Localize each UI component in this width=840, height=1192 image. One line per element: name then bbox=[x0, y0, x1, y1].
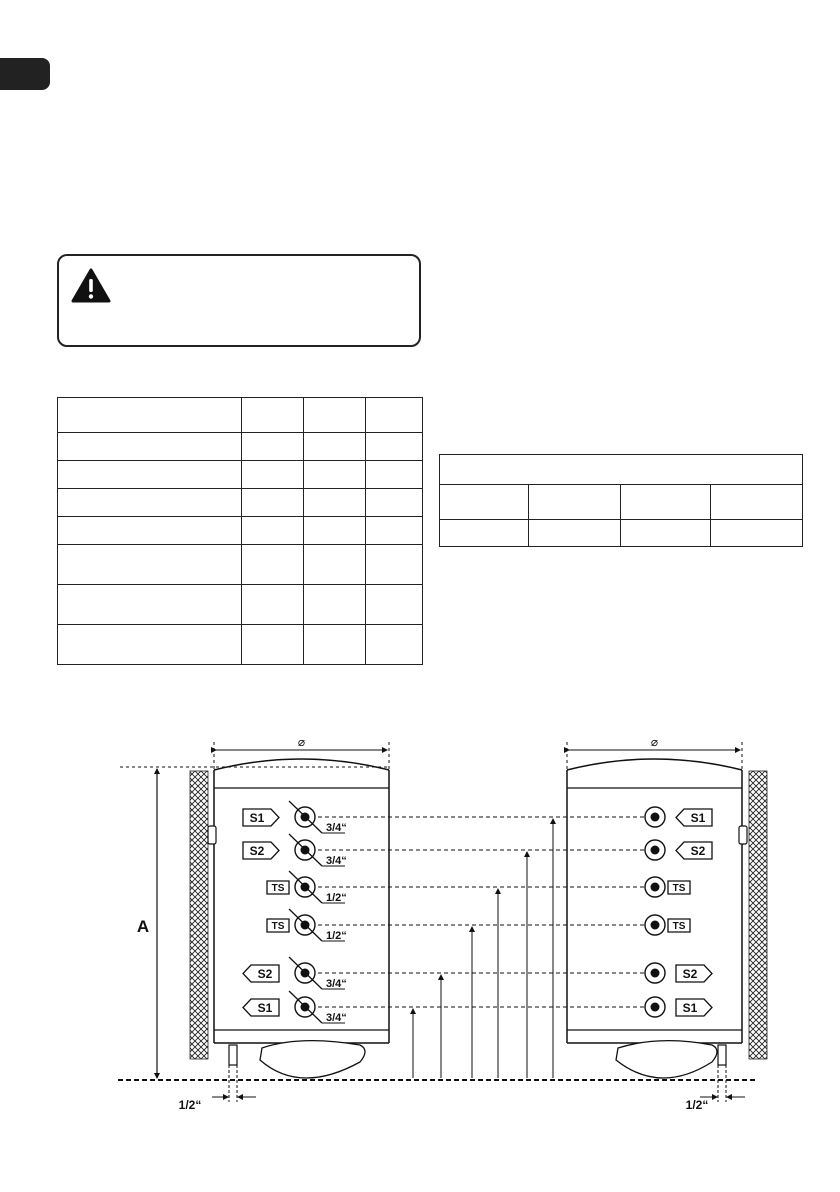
language-tab bbox=[0, 58, 50, 90]
tank-top bbox=[567, 759, 742, 770]
wall-bracket bbox=[739, 826, 747, 844]
connection-tag-label: S1 bbox=[682, 1001, 698, 1015]
port-leader bbox=[289, 801, 322, 833]
sensor-tag-label: TS bbox=[271, 883, 285, 894]
port-dot bbox=[651, 969, 660, 978]
table-row bbox=[440, 520, 803, 547]
connection-tag-label: S2 bbox=[690, 844, 706, 858]
port-size-label: 3/4“ bbox=[326, 978, 347, 990]
port-leader bbox=[289, 834, 322, 866]
port-dot bbox=[651, 1003, 660, 1012]
table-row bbox=[58, 461, 423, 489]
port-size-label: 3/4“ bbox=[326, 1012, 347, 1024]
port-leader bbox=[289, 991, 322, 1023]
connection-tag-label: S2 bbox=[257, 967, 273, 981]
tank-top bbox=[214, 759, 389, 770]
table-row bbox=[58, 545, 423, 585]
connection-tag-label: S2 bbox=[249, 844, 265, 858]
port-leader bbox=[289, 871, 322, 903]
port-size-label: 3/4“ bbox=[326, 855, 347, 867]
port-dot bbox=[651, 883, 660, 892]
sensor-tag-label: TS bbox=[672, 883, 686, 894]
wall-hatch bbox=[749, 771, 767, 1059]
table-row bbox=[440, 455, 803, 485]
tank-foot bbox=[616, 1041, 717, 1078]
drain-size-label: 1/2“ bbox=[685, 1098, 709, 1112]
warning-triangle-icon bbox=[71, 268, 111, 304]
connection-tag-label: S2 bbox=[682, 967, 698, 981]
table-row bbox=[58, 517, 423, 545]
port-leader bbox=[289, 909, 322, 941]
connection-tag-label: S1 bbox=[257, 1001, 273, 1015]
height-label: A bbox=[136, 917, 150, 936]
port-size-label: 3/4“ bbox=[326, 822, 347, 834]
dimensions-table bbox=[439, 454, 803, 547]
drain-pipe bbox=[229, 1045, 237, 1065]
diameter-symbol: ⌀ bbox=[650, 735, 659, 749]
table-row bbox=[440, 485, 803, 520]
table-row bbox=[58, 585, 423, 625]
wall-bracket bbox=[208, 826, 216, 844]
port-size-label: 1/2“ bbox=[326, 930, 347, 942]
port-size-label: 1/2“ bbox=[326, 892, 347, 904]
connection-tag-label: S1 bbox=[690, 811, 706, 825]
sensor-tag-label: TS bbox=[672, 921, 686, 932]
diameter-symbol: ⌀ bbox=[297, 735, 306, 749]
wall-hatch bbox=[190, 771, 208, 1059]
port-dot bbox=[651, 846, 660, 855]
left-tank-connections bbox=[243, 801, 347, 1024]
specs-table bbox=[57, 397, 423, 665]
drain-size-label: 1/2“ bbox=[178, 1098, 202, 1112]
tank-foot bbox=[260, 1041, 365, 1078]
table-row bbox=[58, 489, 423, 517]
table-row bbox=[58, 433, 423, 461]
sensor-tag-label: TS bbox=[271, 921, 285, 932]
port-leader bbox=[289, 957, 322, 989]
warning-box bbox=[57, 254, 421, 347]
tank-connection-diagram bbox=[0, 700, 840, 1170]
port-dot bbox=[651, 813, 660, 822]
table-row bbox=[58, 625, 423, 665]
connection-tag-label: S1 bbox=[249, 811, 265, 825]
table-row bbox=[58, 398, 423, 433]
right-tank-connections bbox=[645, 807, 712, 1017]
drain-pipe bbox=[718, 1045, 726, 1065]
port-dot bbox=[651, 921, 660, 930]
